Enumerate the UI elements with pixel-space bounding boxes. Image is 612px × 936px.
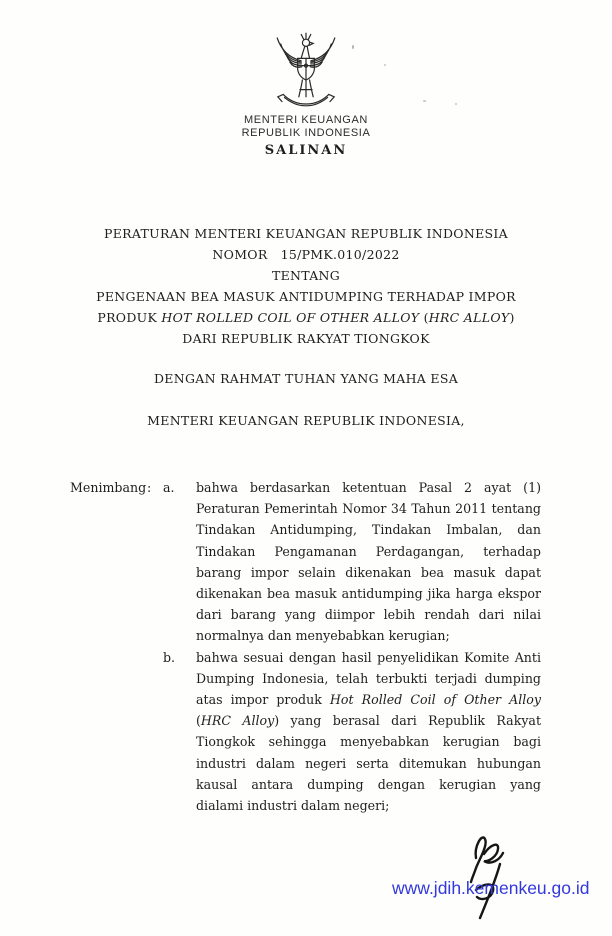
considerations-section bbox=[70, 477, 542, 816]
item-marker: a. bbox=[163, 480, 175, 495]
authority-line: MENTERI KEUANGAN REPUBLIK INDONESIA, bbox=[147, 413, 465, 428]
item-text: bahwa sesuai dengan hasil penyelidikan Komite Anti Dumping Indonesia, telah terbukti terjadi dumping atas impor produk Hot Rolled Coil of Other Alloy (HRC Alloy) yang berasal dari Republik Rakyat Tiongkok sehingga menyebabkan kerugian bagi industri dalam negeri serta ditemukan hubungan kausal antara dumping dengan kerugian yang dialami industri dalam negeri; bbox=[196, 649, 542, 814]
product-name-italic: Hot Rolled Coil of Other Alloy bbox=[329, 692, 541, 708]
letterhead-ministry bbox=[0, 114, 612, 140]
ministry-country: REPUBLIK INDONESIA bbox=[241, 127, 371, 139]
signature-initials bbox=[438, 828, 550, 920]
garuda-emblem-drawing bbox=[270, 30, 342, 112]
title-line-origin: DARI REPUBLIK RAKYAT TIONGKOK bbox=[182, 331, 430, 346]
considerations-label: Menimbang bbox=[70, 480, 147, 495]
nomor-label: NOMOR bbox=[212, 247, 268, 262]
nomor-value: 15/PMK.010/2022 bbox=[280, 247, 400, 262]
invocation-line: DENGAN RAHMAT TUHAN YANG MAHA ESA bbox=[153, 371, 459, 386]
title-line-tentang: TENTANG bbox=[271, 268, 341, 283]
consideration-item-b bbox=[163, 647, 542, 817]
scan-speck bbox=[455, 103, 457, 105]
jdih-website-link[interactable]: www.jdih.kemenkeu.go.id bbox=[392, 878, 590, 898]
scan-speck bbox=[423, 100, 426, 102]
scan-speck bbox=[384, 64, 386, 66]
title-line-regulation: PERATURAN MENTERI KEUANGAN REPUBLIK INDONESIA bbox=[104, 226, 508, 241]
item-marker: b. bbox=[163, 649, 176, 665]
product-name-italic: HOT ROLLED COIL OF OTHER ALLOY bbox=[161, 310, 420, 325]
title-line-subject2: PRODUK HOT ROLLED COIL OF OTHER ALLOY (HRC ALLOY) bbox=[97, 310, 515, 325]
considerations-list bbox=[163, 477, 542, 816]
consideration-item-a bbox=[163, 477, 542, 647]
title-line-subject1: PENGENAAN BEA MASUK ANTIDUMPING TERHADAP IMPOR bbox=[96, 289, 516, 304]
considerations-separator: : bbox=[147, 480, 152, 495]
copy-stamp-label: SALINAN bbox=[264, 143, 348, 158]
garuda-pancasila-emblem bbox=[270, 30, 342, 112]
product-abbr-italic: HRC ALLOY bbox=[428, 310, 510, 325]
ministry-name: MENTERI KEUANGAN bbox=[244, 114, 368, 126]
regulation-title-block bbox=[0, 223, 612, 349]
title-line-number bbox=[0, 244, 612, 265]
scan-speck bbox=[352, 45, 354, 49]
product-abbr-italic: HRC Alloy bbox=[200, 713, 275, 729]
signature-drawing bbox=[438, 828, 550, 920]
item-text: bahwa berdasarkan ketentuan Pasal 2 ayat (1) Peraturan Pemerintah Nomor 34 Tahun 2011 tentang Tindakan Antidumping, Tindakan Imbalan, dan Tindakan Pengamanan Perdagangan, terhadap barang impor selain dikenakan bea masuk dapat dikenakan bea masuk antidumping jika harga ekspor dari barang yang diimpor lebih rendah dari nilai normalnya dan menyebabkan kerugian; bbox=[196, 480, 541, 644]
